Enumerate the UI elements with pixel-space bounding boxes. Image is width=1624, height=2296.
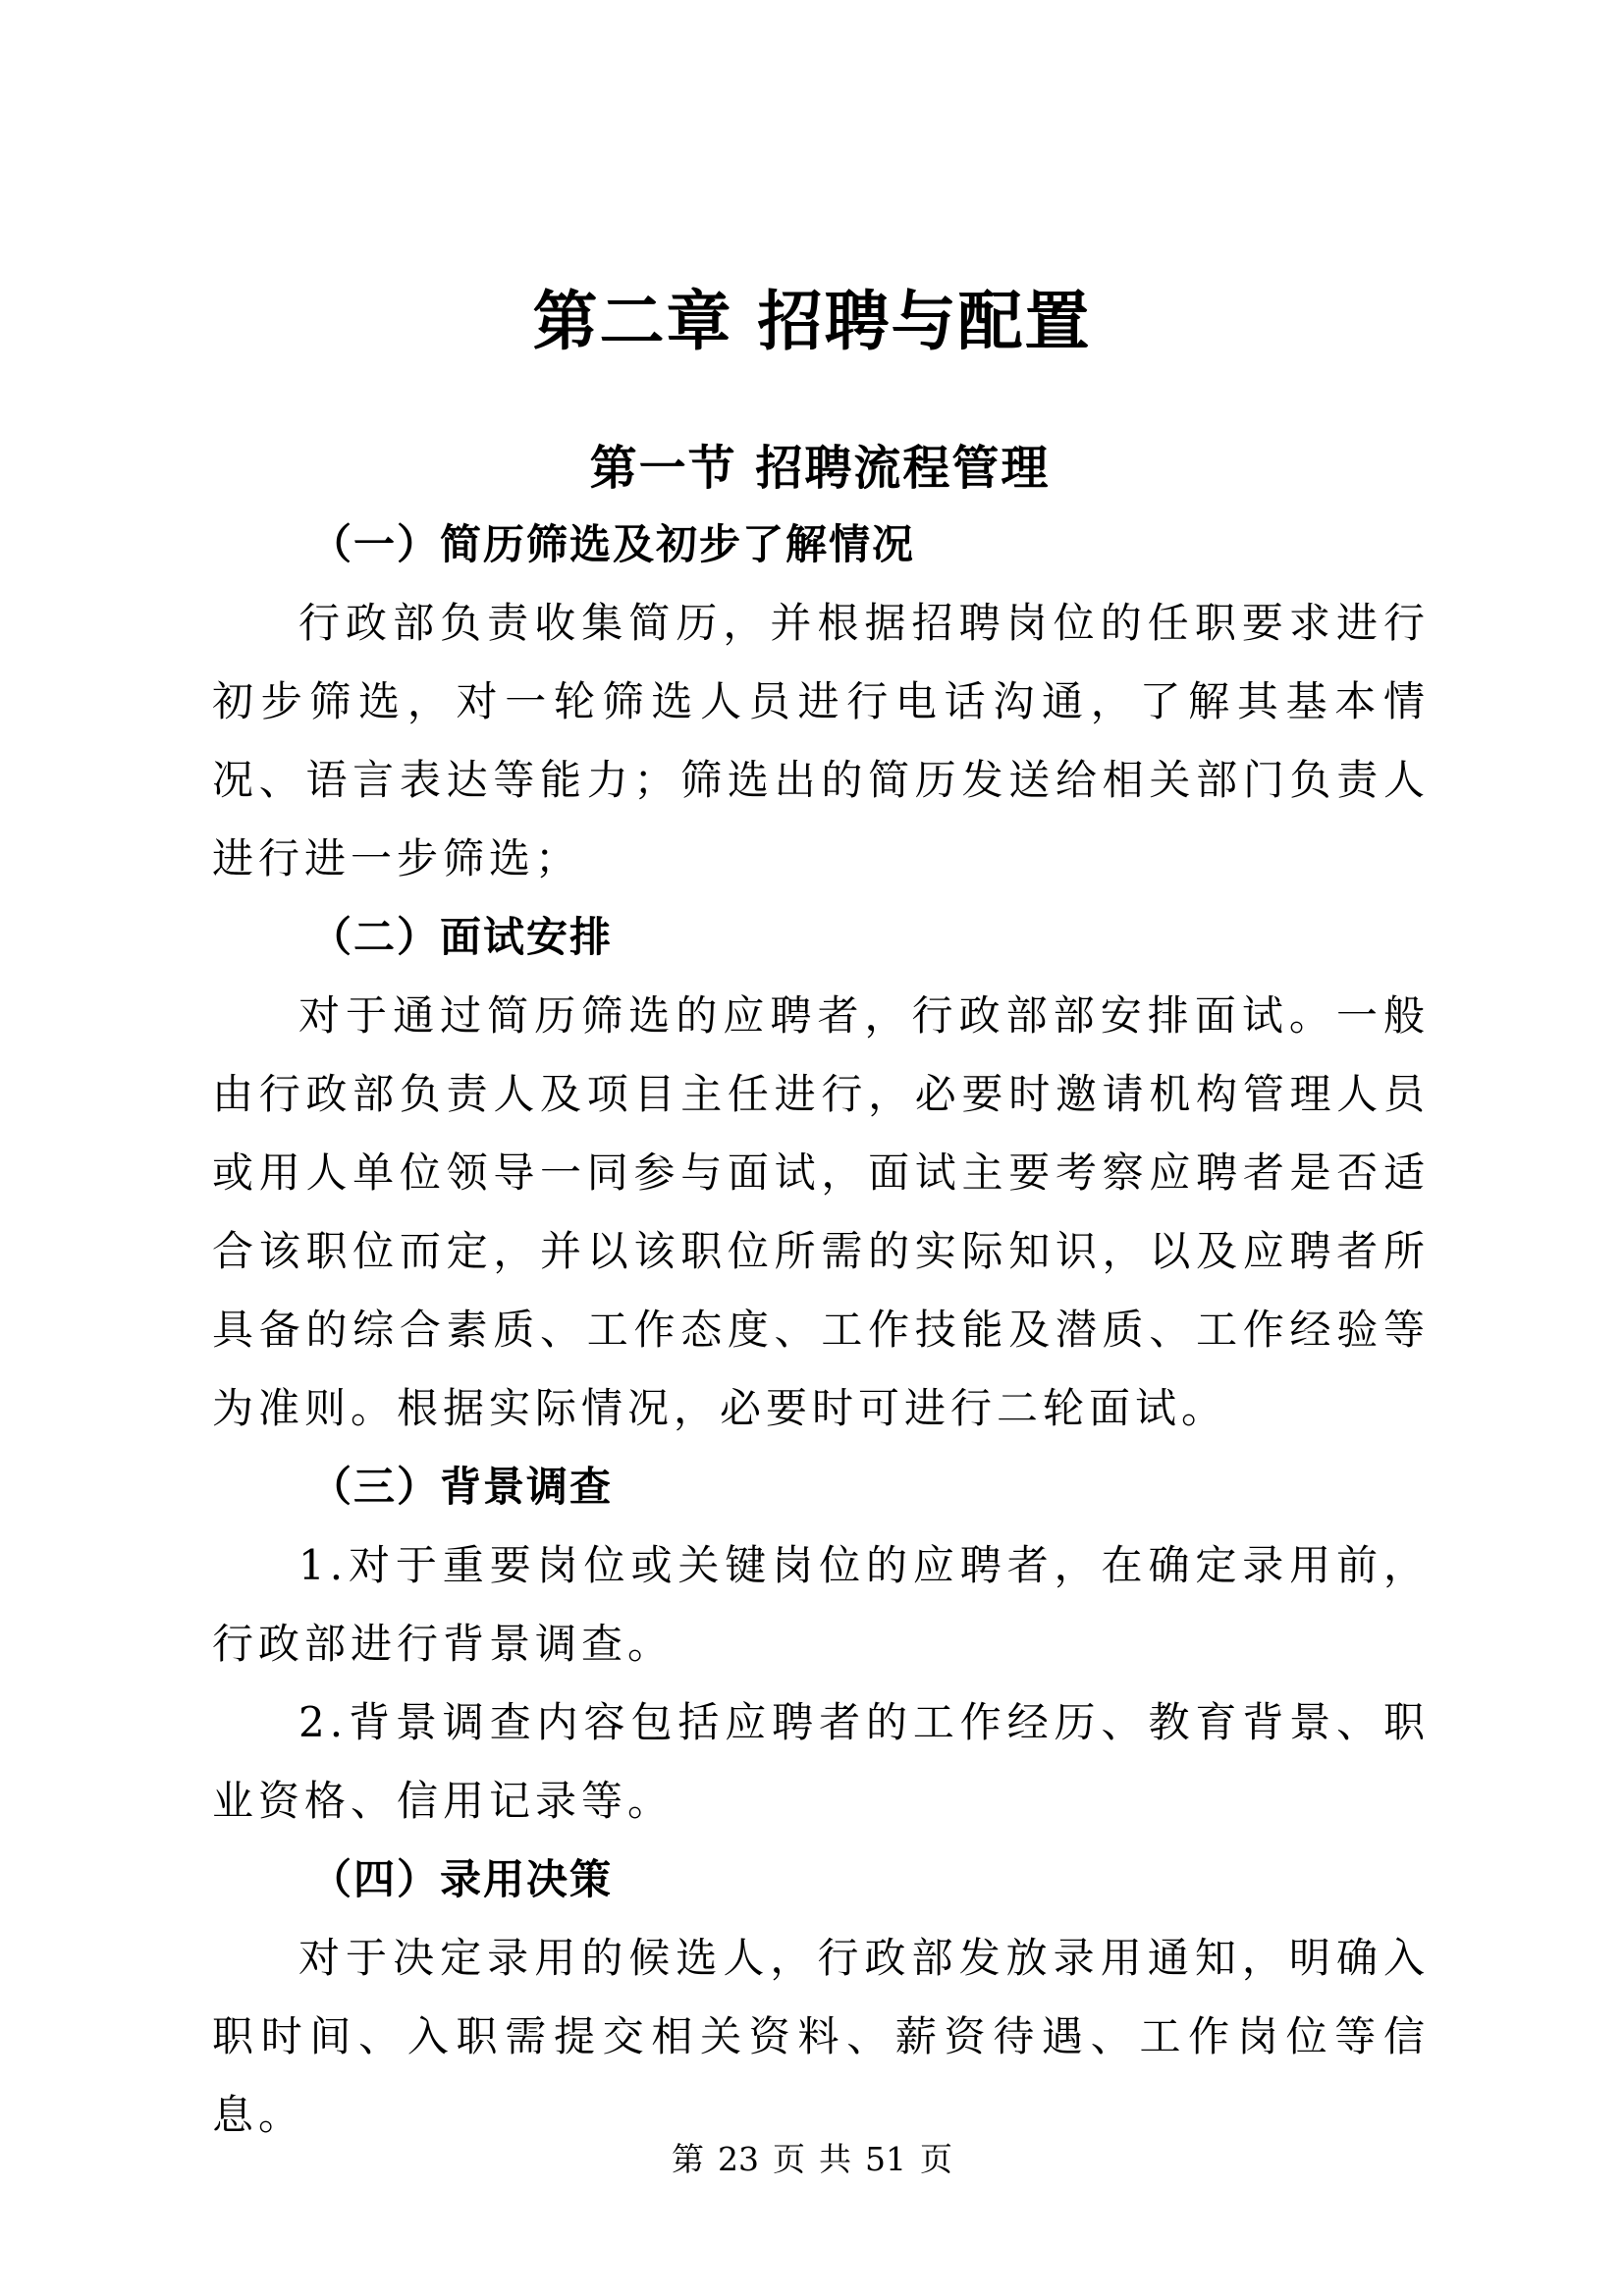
paragraph: 对于通过简历筛选的应聘者，行政部部安排面试。一般由行政部负责人及项目主任进行，必要时邀请机构管理人员或用人单位领导一同参与面试，面试主要考察应聘者是否适合该职位而定，并以该职位所需的实际知识，以及应聘者所具备的综合素质、工作态度、工作技能及潜质、工作经验等为准则。根据实际情况，必要时可进行二轮面试。 [212, 991, 1430, 1432]
paragraph: 2.背景调查内容包括应聘者的工作经历、教育背景、职业资格、信用记录等。 [212, 1698, 1430, 1825]
paragraph: 行政部负责收集简历，并根据招聘岗位的任职要求进行初步筛选，对一轮筛选人员进行电话沟通，了解其基本情况、语言表达等能力；筛选出的简历发送给相关部门负责人进行进一步筛选； [212, 599, 1430, 882]
chapter-title: 第二章 招聘与配置 [532, 283, 1092, 359]
subsection-heading-2: （二）面试安排 [310, 913, 614, 961]
section-title: 第一节 招聘流程管理 [589, 441, 1051, 496]
paragraph: 对于决定录用的候选人，行政部发放录用通知，明确入职时间、入职需提交相关资料、薪资待遇、工作岗位等信息。 [212, 1934, 1430, 2139]
footer-prefix: 第 [672, 2140, 704, 2178]
subsection-heading-1: （一）简历筛选及初步了解情况 [310, 520, 916, 568]
subsection-heading-4: （四）录用决策 [310, 1855, 614, 1903]
footer-total-word: 共 [819, 2140, 851, 2178]
footer-suffix: 页 [920, 2140, 952, 2178]
document-body [212, 506, 1430, 2155]
subsection-heading-3: （三）背景调查 [310, 1463, 614, 1511]
paragraph: 1.对于重要岗位或关键岗位的应聘者，在确定录用前，行政部进行背景调查。 [212, 1541, 1430, 1668]
total-pages-number: 51 [865, 2140, 906, 2178]
current-page-number: 23 [718, 2140, 759, 2178]
footer-page-word: 页 [773, 2140, 805, 2178]
page-footer [0, 2138, 1624, 2181]
